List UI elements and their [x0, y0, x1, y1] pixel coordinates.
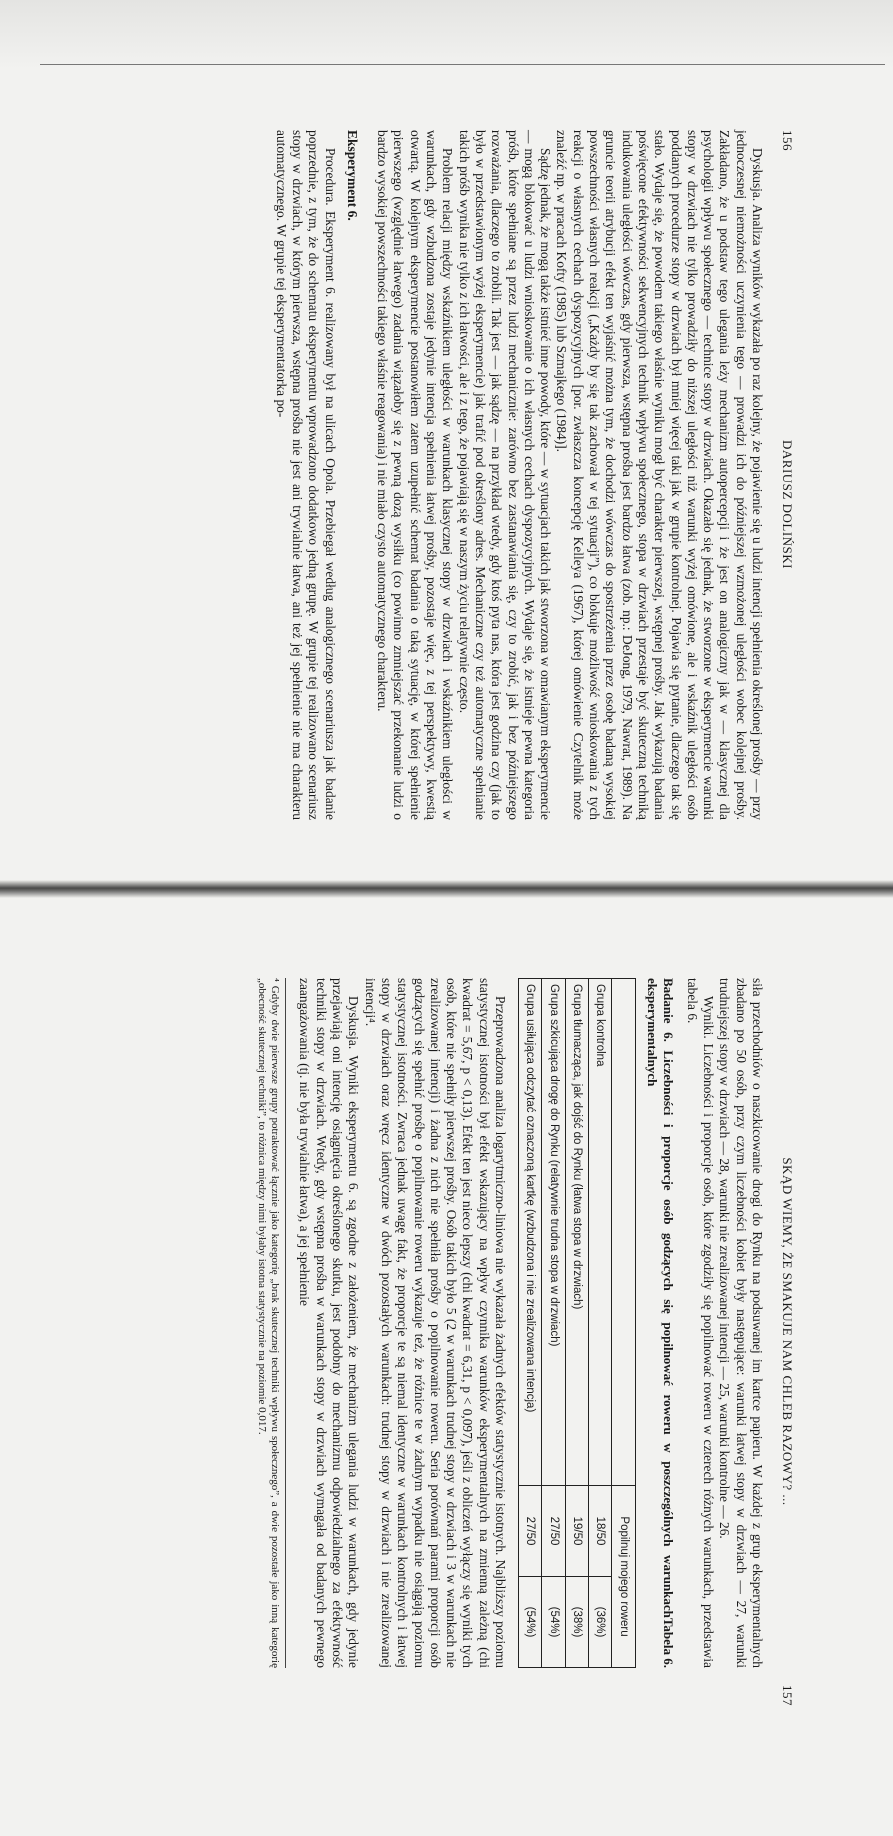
right-page [0, 918, 893, 1836]
row-count: 18/50 [588, 1486, 611, 1577]
table-number: Tabela 6. [660, 1617, 676, 1668]
right-running-head: SKĄD WIEMY, ŻE SMAKUJE NAM CHLEB RAZOWY? ... [780, 1157, 795, 1506]
row-label: Grupa usiłująca odczytać oznaczoną kartkę (wzbudzona i nie zrealizowana intencja) [519, 979, 542, 1486]
row-percent: (36%) [588, 1577, 611, 1668]
results-table [518, 978, 635, 1668]
discussion-paragraph-3: Problem relacji między wskaźnikiem uległości w warunkach klasycznej stopy w drzwiach i wskaźnikiem uległości w warunkach, gdy wzbudzona zostaje jedynie intencja spełnienia łatwej prośby, pozostaje więc, z tej perspektywy, kwestią otwartą. W kolejnym eksperymencie postanowiłem zatem uzupełnić schemat badania o taką sytuację, w której spełnienie pierwszego (względnie łatwego) zadania wiązałoby się z pewną dozą wysiłku (co powinno zmniejszać przekonanie ludzi o bardzo wysokiej powszechności takiego właśnie reagowania) i nie miało czysto automatycznego charakteru. [375, 130, 456, 820]
table-row [588, 979, 611, 1668]
left-text-column [272, 130, 765, 820]
section-heading: Eksperyment 6. [344, 130, 360, 221]
row-count: 27/50 [519, 1486, 542, 1577]
left-running-head: DARIUSZ DOLIŃSKI [780, 440, 795, 569]
discussion-paragraph: Dyskusja. Wyniki eksperymentu 6. są zgodne z założeniem, że mechanizm ulegania ludzi w warunkach, gdy jedynie przejawiają oni intencję osiągnięcia określonego skutku, jest podobny do mechanizmu odpowiedzialnego za efektywność techniki stopy w drzwiach. Wtedy, gdy wstępna prośba w warunkach stopy w drzwiach wymagała od badanych pewnego zaangażowania (tj. nie była trywialnie łatwa), a jej spełnienie [297, 978, 362, 1668]
table-header-empty [612, 979, 635, 1486]
discussion-paragraph-2: Sądzę jednak, że mogą także istnieć inne powody, które — w sytuacjach takich jak stworzona w omawianym eksperymencie — mogą blokować u ludzi wnioskowanie o ich własnych cechach dyspozycyjnych. Wydaje się, że istnieje pewna kategoria próśb, które spełniane są przez ludzi mechanicznie: zarówno bez zastanawiania się, czy to zrobić, jak i bez późniejszego rozważania, dlaczego to zrobili. Tak jest — jak sądzę — na przykład wtedy, gdy ktoś pyta nas, która jest godzina czy (jak to było w przedstawionym wyżej eksperymencie) jak trafić pod określony adres. Mechaniczne czy też automatyczne spełnianie takich próśb wynika nie tylko z ich łatwości, ale i z tego, że pojawiają się w naszym życiu relatywnie często. [456, 130, 554, 820]
discussion-paragraph-1: Dyskusja. Analiza wyników wykazała po raz kolejny, że pojawienie się u ludzi intencji spełnienia określonej prośby — przy jednoczesnej niemożności uczynienia tego — prowadzi ich do późniejszej wzmożonej uległości wobec kolejnej prośby. Zakładano, że u podstaw tego ulegania leży mechanizm autopercepcji i że jest on analogiczny jak w — klasycznej dla psychologii wpływu społecznego — technice stopy w drzwiach. Okazało się jednak, że stworzone w eksperymencie warunki stopy w drzwiach nie tylko prowadziły do niższej uległości niż warunki wyżej omówione, ale i wskaźnik uległości osób poddanych procedurze stopy w drzwiach był mniej więcej taki jak w grupie kontrolnej. Pojawia się pytanie, dlaczego tak się stało. Wydaje się, że powodem takiego właśnie wyniku mogł być charakter pierwszej, wstępnej prośby. Jak wykazują badania poświęcone efektywności sekwencyjnych technik wpływu społecznego, stopa w drzwiach przestaje być skuteczną techniką indukowania uległości wówczas, gdy pierwsza, wstępna prośba jest bardzo łatwa (zob. np.: DeJong, 1979, Nawrat, 1989). Na gruncie teorii atrybucji efekt ten wyjaśnić można tym, że dochodzi wówczas do spostrzeżenia przez osobę badaną wysokiej powszechności własnych reakcji („Każdy by się tak zachował w tej sytuacji”), co blokuje możliwość wnioskowania z tych reakcji o własnych cechach dyspozycyjnych [por. zwłaszcza koncepcję Kelleya (1967), której omówienie Czytelnik może znaleźć np. w pracach Kofty (1985) lub Szmajkego (1984)]. [554, 130, 765, 820]
row-count: 19/50 [565, 1486, 588, 1577]
table-row [542, 979, 565, 1668]
right-page-number: 157 [780, 1684, 795, 1706]
analysis-paragraph: Przeprowadzona analiza logarytmiczno-liniowa nie wykazała żadnych efektów statystycznie istotnych. Najbliższy poziomu statystycznej istotności był efekt wskazujący na wpływ czynnika warunków eksperymentalnych na zmienną zależną (chi kwadrat = 5,67, p < 0,13). Efekt ten jest nieco lepszy (chi kwadrat = 6,31, p < 0,097), jeśli z obliczeń wyłączy się wyniki tych osób, które nie spełniły pierwszej prośby. Osób takich było 5 (2 w warunkach trudnej stopy w drzwiach i 3 w warunkach nie zrealizowanej intencji) i żadna z nich nie spełniła prośby o popilnowanie roweru. Seria porównań parami proporcji osób godzących się spełnić prośbę o popilnowanie roweru wykazuje też, że różnice te w żadnym wypadku nie osiągają poziomu statystycznej istotności. Zwraca jednak uwagę fakt, że proporcje te są niemal identyczne w warunkach kontrolnych i łatwej stopy w drzwiach oraz wręcz identyczne w dwóch pozostałych warunkach: trudnej stopy w drzwiach i nie zrealizowanej intencji⁴. [362, 978, 509, 1668]
right-page-header [779, 978, 795, 1706]
row-percent: (54%) [519, 1577, 542, 1668]
table-row [519, 979, 542, 1668]
right-text-column [255, 978, 765, 1668]
footnote: ⁴ Gdyby dwie pierwsze grupy potraktować łącznie jako kategorię „brak skutecznej techniki wpływu społecznego”, a dwie pozostałe jako inną kategorię „obecność skutecznej techniki”, to różnica między nimi byłaby istotna statystycznie na poziomie 0,017. [255, 978, 286, 1668]
row-label: Grupa kontrolna [588, 979, 611, 1486]
results-paragraph: Wyniki. Liczebności i proporcje osób, które zgodziły się popilnować roweru w czterech różnych warunkach, przedstawia tabela 6. [684, 978, 717, 1668]
left-page-number: 156 [780, 130, 795, 151]
table-title: Badanie 6. Liczebności i proporcje osób godzących się popilnować roweru w poszczególnych warunkach eksperymentalnych [644, 978, 676, 1618]
procedure-paragraph: Procedura. Eksperyment 6. realizowany był na ulicach Opola. Przebiegał według analogicznego scenariusza jak badanie poprzednie, z tym, że do schematu eksperymentu wprowadzono dodatkowo jedną grupę. W grupie tej realizowano scenariusz stopy w drzwiach, w którym pierwsza, wstępna prośba nie jest ani trywialnie łatwa, ani też jej spełnienie nie ma charakteru automatycznego. W grupie tej eksperymentatorka po- [273, 130, 338, 820]
table-caption [644, 978, 676, 1668]
row-label: Grupa tłumacząca, jak dojść do Rynku (łatwa stopa w drzwiach) [565, 979, 588, 1486]
row-count: 27/50 [542, 1486, 565, 1577]
intro-paragraph: siła przechodniów o naszkicowanie drogi do Rynku na podsuwanej im kartce papieru. W każdej z grup eksperymentalnych zbadano po 50 osób, przy czym liczebności kobiet były następujące: warunki łatwej stopy w drzwiach — 27, warunki trudniejszej stopy w drzwiach — 28, warunki nie zrealizowanej intencji — 25, warunki kontrolne — 26. [717, 978, 765, 1668]
row-label: Grupa szkicująca drogę do Rynku (relatywnie trudna stopa w drzwiach) [542, 979, 565, 1486]
row-percent: (54%) [542, 1577, 565, 1668]
row-percent: (38%) [565, 1577, 588, 1668]
table-row [565, 979, 588, 1668]
left-page-header [779, 130, 795, 858]
table-header: Popilnuj mojego roweru [612, 1486, 635, 1668]
